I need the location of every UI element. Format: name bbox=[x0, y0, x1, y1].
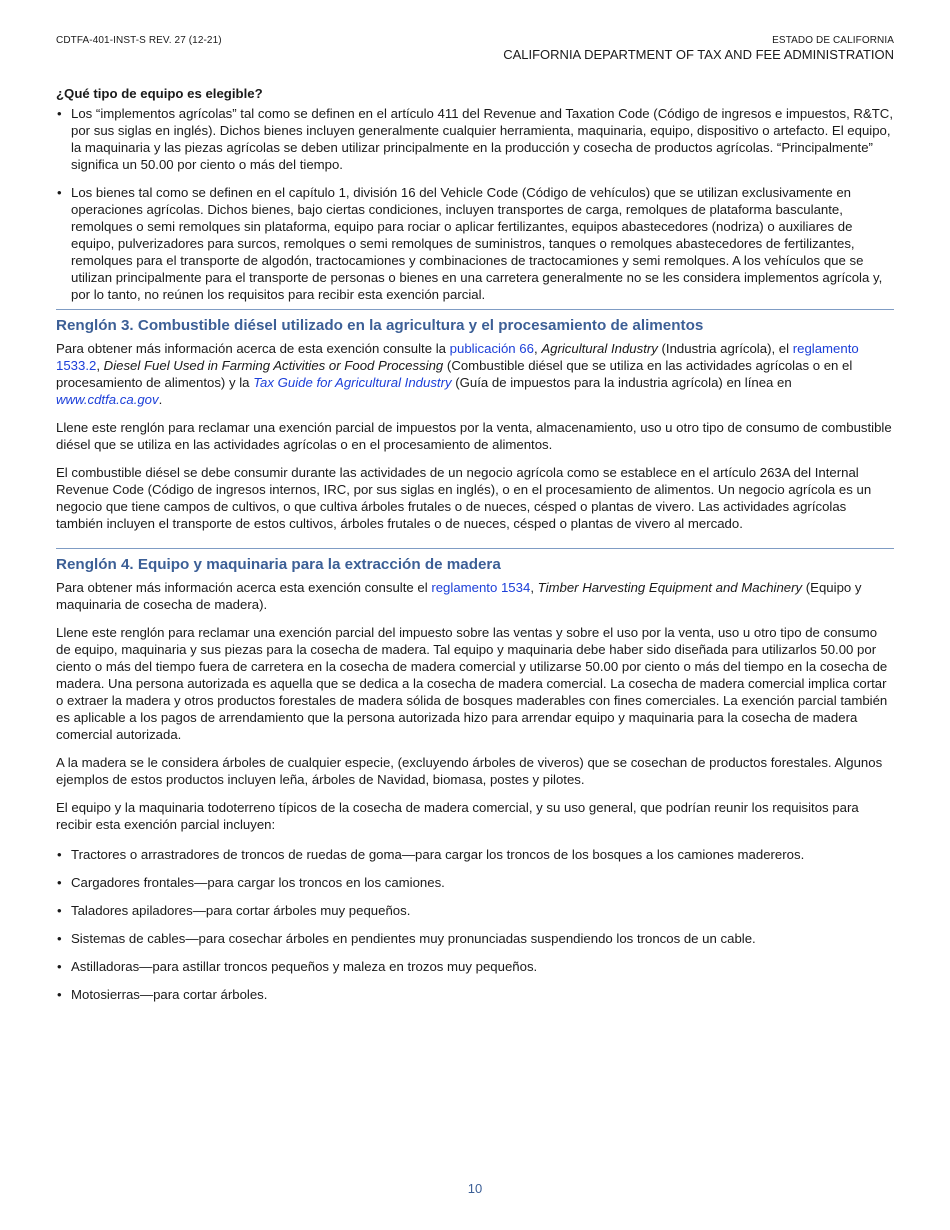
text-run: (Industria agrícola), el bbox=[657, 341, 793, 356]
department-name: CALIFORNIA DEPARTMENT OF TAX AND FEE ADMINISTRATION bbox=[503, 47, 894, 62]
list-item: • Sistemas de cables—para cosechar árboles en pendientes muy pronunciadas suspendiendo los troncos de un cable. bbox=[56, 930, 894, 947]
text-run: , bbox=[96, 358, 104, 373]
agency-block bbox=[503, 35, 894, 62]
list-item: • Cargadores frontales—para cargar los troncos en los camiones. bbox=[56, 874, 894, 891]
list-item: • Astilladoras—para astillar troncos pequeños y maleza en trozos muy pequeños. bbox=[56, 958, 894, 975]
equipment-list bbox=[56, 846, 894, 1003]
publication-66-link[interactable]: publicación 66 bbox=[449, 341, 534, 356]
line-4-paragraph: El equipo y la maquinaria todoterreno típicos de la cosecha de madera comercial, y su uso general, que podrían reunir los requisitos para recibir esta exención parcial incluyen: bbox=[56, 800, 859, 832]
text-run: . bbox=[158, 392, 163, 407]
line-4-paragraph: Llene este renglón para reclamar una exención parcial del impuesto sobre las ventas y sobre el uso por la venta, uso u otro tipo de consumo de equipo, maquinaria y sus piezas para la cosecha de madera. Tal equipo y maquinaria debe haber sido diseñada para utilizarlos 50.00 por ciento o más del tiempo fuera de carretera en la cosecha de madera comercial y utilizarse 50.00 por ciento o más del tiempo en la cosecha de madera. Una persona autorizada es aquella que se dedica a la cosecha de madera comercial. La cosecha de madera comercial implica cortar o extraer la madera y otros productos forestales de madera sólida de bosques maderables con fines comerciales. La exención parcial también es aplicable a los pagos de arrendamiento que la persona autorizada hizo para arrendar equipo y maquinaria para la cosecha de madera comercial autorizada. bbox=[56, 625, 888, 742]
text-run: (Guía de impuestos para la industria agrícola) en línea en bbox=[451, 375, 792, 390]
italic-title: Timber Harvesting Equipment and Machinery bbox=[537, 580, 803, 595]
text-run: (Combustible diésel que se utiliza en las actividades agrícolas o en el procesamiento de alimentos) y la bbox=[56, 358, 853, 390]
regulation-1533-2-link[interactable]: reglamento 1533.2 bbox=[56, 341, 859, 373]
line-4-intro bbox=[56, 579, 894, 613]
eligible-equipment-section bbox=[56, 85, 894, 303]
line-4-paragraph: A la madera se le considera árboles de cualquier especie, (excluyendo árboles de viveros) que se cosechan de productos forestales. Algunos ejemplos de estos productos incluyen leña, árboles de Navidad, biomasa, postes y pilotes. bbox=[56, 755, 883, 787]
list-item: • Tractores o arrastradores de troncos de ruedas de goma—para cargar los troncos de los bosques a los camiones madereros. bbox=[56, 846, 894, 863]
regulation-1534-link[interactable]: reglamento 1534 bbox=[431, 580, 531, 595]
eligible-heading: ¿Qué tipo de equipo es elegible? bbox=[56, 86, 263, 101]
text-run: , bbox=[533, 341, 542, 356]
line-3-section bbox=[56, 316, 894, 532]
text-run: (Equipo y maquinaria de cosecha de madera). bbox=[56, 580, 862, 612]
section-divider bbox=[56, 309, 894, 310]
list-item: • Motosierras—para cortar árboles. bbox=[56, 986, 894, 1003]
eligible-list bbox=[56, 105, 894, 303]
section-divider bbox=[56, 548, 894, 549]
text-run: , bbox=[530, 580, 538, 595]
text-run: Para obtener más información acerca de esta exención consulte la bbox=[56, 341, 450, 356]
line-4-title: Renglón 4. Equipo y maquinaria para la extracción de madera bbox=[56, 556, 501, 573]
page-number: 10 bbox=[467, 1181, 483, 1196]
list-item: • Taladores apiladores—para cortar árboles muy pequeños. bbox=[56, 902, 894, 919]
line-3-intro bbox=[56, 340, 894, 408]
page-header bbox=[56, 0, 894, 68]
text-run: Para obtener más información acerca esta exención consulte el bbox=[56, 580, 432, 595]
line-3-paragraph: Llene este renglón para reclamar una exención parcial de impuestos por la venta, almacenamiento, uso u otro tipo de consumo de combustible diésel que se utiliza en las actividades agrícolas o en el procesamiento de alimentos. bbox=[56, 420, 892, 452]
line-4-section bbox=[56, 555, 894, 1003]
list-item: • Los bienes tal como se definen en el capítulo 1, división 16 del Vehicle Code (Código de vehículos) que se utilizan exclusivamente en operaciones agrícolas. Dichos bienes, bajo ciertas condiciones, incluyen transportes de carga, remolques de plataforma basculante, remolques o semi remolques sin plataforma, equipo para rociar o aplicar fertilizantes, equipos abastecedores (nodriza) o auxiliares de equipo, pulverizadores para surcos, remolques o semi remolques de suministros, tanques o remolques abastecedores de fertilizantes, remolques para el transporte de algodón, tractocamiones y combinaciones de tractocamiones y semi remolques. A los vehículos que se utilizan principalmente para el transporte de personas o bienes en una carretera generalmente no se les considera implementos agrícola y, por lo tanto, no reúnen los requisitos para recibir esta exención parcial. bbox=[56, 184, 894, 303]
line-3-paragraph: El combustible diésel se debe consumir durante las actividades de un negocio agrícola como se establece en el artículo 263A del Internal Revenue Code (Código de ingresos internos, IRC, por sus siglas en inglés), o en el procesamiento de alimentos. Un negocio agrícola es un negocio que tiene campos de cultivos, o que cultiva árboles frutales o de nueces, césped o plantas de vivero. Las actividades agrícolas también incluyen el transporte de estos cultivos, árboles frutales o de nueces, césped o plantas de vivero al mercado. bbox=[56, 465, 872, 531]
italic-title: Diesel Fuel Used in Farming Activities or Food Processing bbox=[103, 358, 444, 373]
italic-title: Agricultural Industry bbox=[541, 341, 658, 356]
document-page bbox=[56, 0, 894, 1003]
line-3-title: Renglón 3. Combustible diésel utilizado en la agricultura y el procesamiento de alimentos bbox=[56, 317, 704, 334]
cdtfa-website-link[interactable]: www.cdtfa.ca.gov bbox=[56, 392, 159, 407]
state-name: ESTADO DE CALIFORNIA bbox=[772, 35, 894, 46]
form-id: CDTFA-401-INST-S REV. 27 (12-21) bbox=[56, 35, 222, 46]
tax-guide-link[interactable]: Tax Guide for Agricultural Industry bbox=[253, 375, 452, 390]
list-item: • Los “implementos agrícolas” tal como se definen en el artículo 411 del Revenue and Taxation Code (Código de ingresos e impuestos, R&TC, por sus siglas en inglés). Dichos bienes incluyen generalmente cualquier herramienta, maquinaria, equipo, dispositivo o artefacto. El equipo, la maquinaria y las piezas agrícolas se deben utilizar principalmente en la producción y cosecha de productos agrícolas. “Principalmente” significa un 50.00 por ciento o más del tiempo. bbox=[56, 105, 894, 173]
